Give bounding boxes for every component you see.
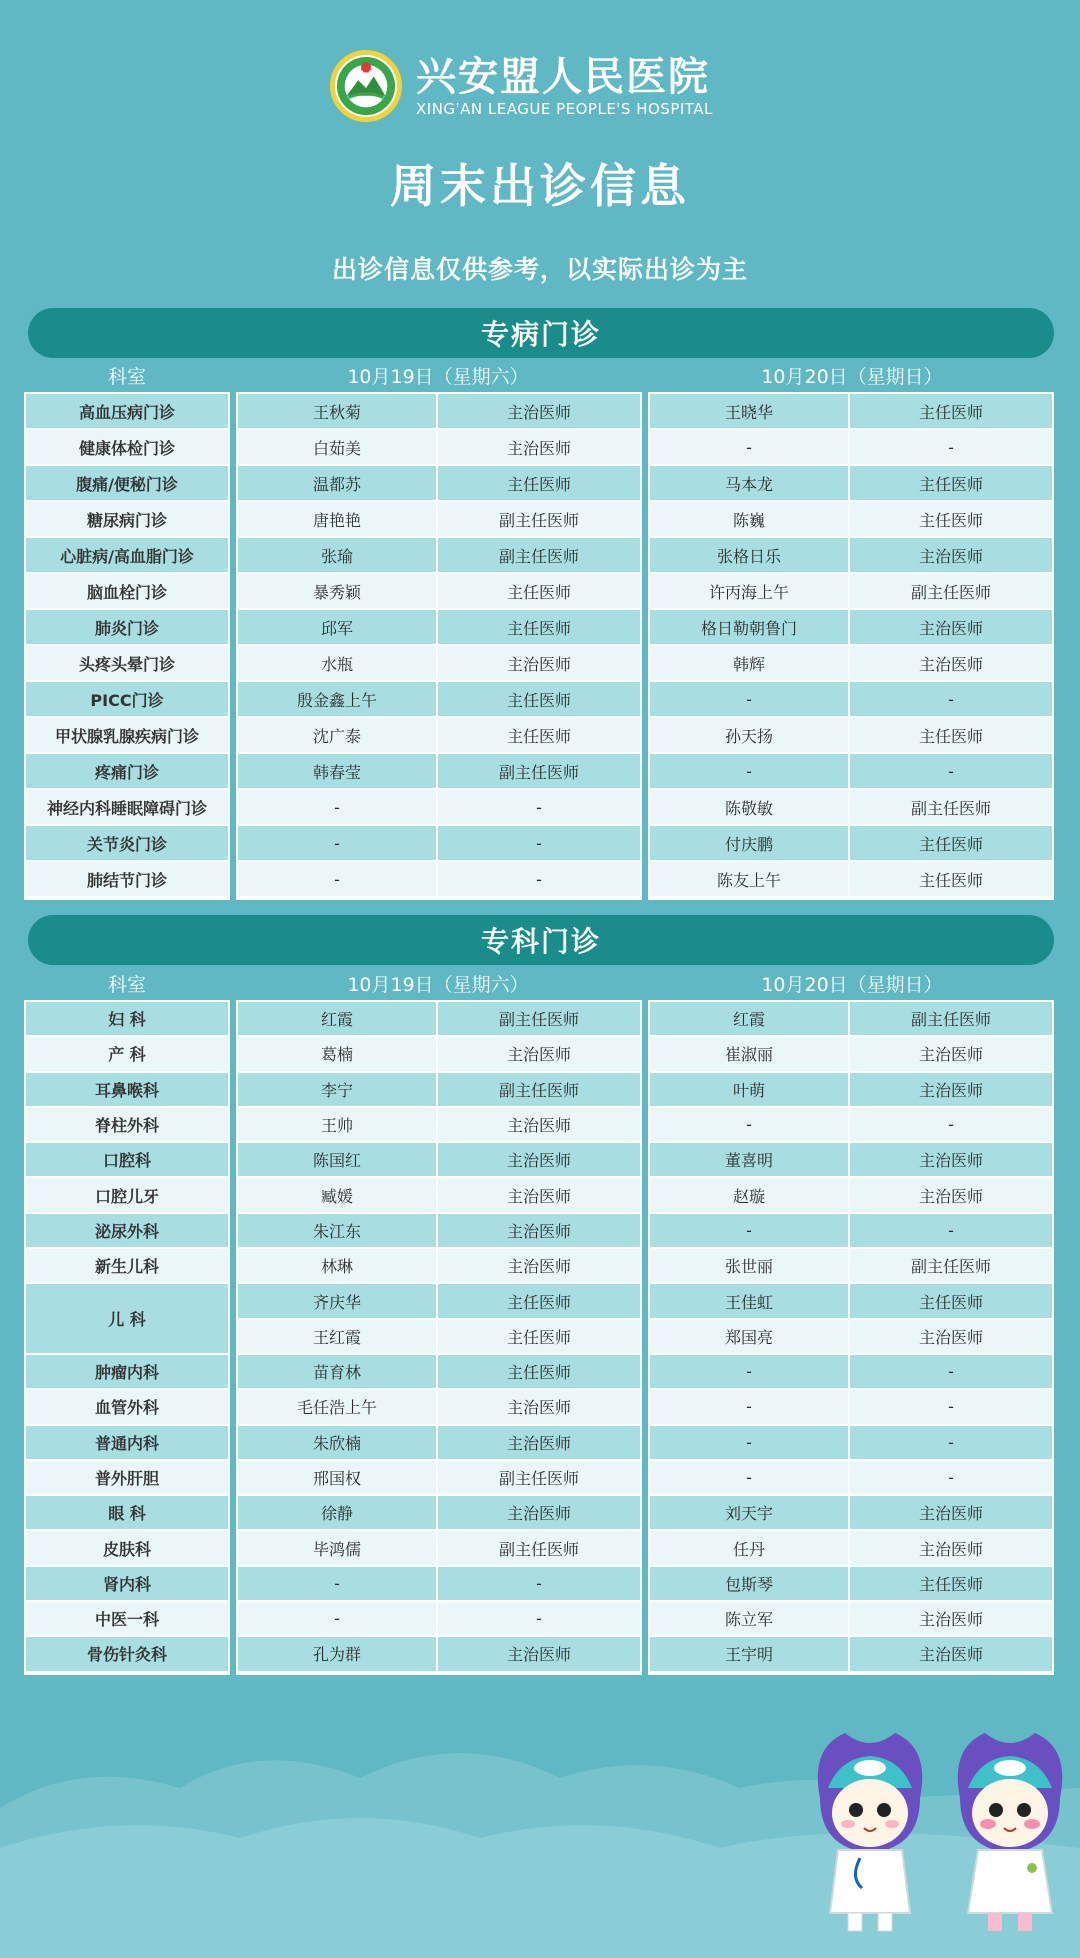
doctor-name-cell: 苗育林 bbox=[238, 1355, 438, 1390]
table-row bbox=[650, 1249, 1052, 1284]
doctor-title-cell: 主治医师 bbox=[850, 1531, 1052, 1566]
table-row bbox=[26, 646, 228, 682]
table-row bbox=[650, 1426, 1052, 1461]
doctor-name-cell: 沈广泰 bbox=[238, 718, 438, 754]
doctor-title-cell: 主任医师 bbox=[850, 862, 1052, 898]
table-row bbox=[26, 430, 228, 466]
table-row bbox=[238, 1320, 640, 1355]
doctor-name-cell: - bbox=[238, 862, 438, 898]
column-headers bbox=[0, 970, 1080, 1000]
doctor-name-cell: 暴秀颖 bbox=[238, 574, 438, 610]
table-row bbox=[238, 1214, 640, 1249]
doctor-title-cell: 主任医师 bbox=[438, 574, 640, 610]
column-header-dept: 科室 bbox=[107, 974, 146, 996]
table-row bbox=[238, 1037, 640, 1072]
table-row bbox=[650, 1143, 1052, 1178]
table-row bbox=[650, 610, 1052, 646]
section-banner-specialty: 专科门诊 bbox=[28, 915, 1054, 965]
doctor-name-cell: 叶萌 bbox=[650, 1073, 850, 1108]
doctor-name-cell: 王秋菊 bbox=[238, 394, 438, 430]
doctor-title-cell: 副主任医师 bbox=[850, 790, 1052, 826]
table-row bbox=[650, 1531, 1052, 1566]
doctor-name-cell: 邢国权 bbox=[238, 1461, 438, 1496]
dept-cell: 健康体检门诊 bbox=[26, 430, 228, 466]
dept-cell: 头疼头晕门诊 bbox=[26, 646, 228, 682]
dept-cell: 疼痛门诊 bbox=[26, 754, 228, 790]
doctor-name-cell: 殷金鑫上午 bbox=[238, 682, 438, 718]
table-row bbox=[238, 1108, 640, 1143]
doctor-name-cell: 王佳虹 bbox=[650, 1284, 850, 1319]
doctor-name-cell: - bbox=[238, 1567, 438, 1602]
table-row bbox=[650, 1214, 1052, 1249]
dept-cell: 神经内科睡眠障碍门诊 bbox=[26, 790, 228, 826]
table-row bbox=[26, 826, 228, 862]
doctor-title-cell: 主治医师 bbox=[438, 646, 640, 682]
doctor-title-cell: 主治医师 bbox=[850, 1073, 1052, 1108]
dept-cell: 新生儿科 bbox=[26, 1249, 228, 1284]
dept-cell: 骨伤针灸科 bbox=[26, 1637, 228, 1672]
doctor-title-cell: - bbox=[850, 430, 1052, 466]
doctor-title-cell: - bbox=[438, 1567, 640, 1602]
table-row bbox=[26, 1461, 228, 1496]
table-row bbox=[238, 646, 640, 682]
dept-cell: 普外肝胆 bbox=[26, 1461, 228, 1496]
table-row bbox=[26, 1178, 228, 1213]
doctor-title-cell: 主治医师 bbox=[850, 538, 1052, 574]
doctor-name-cell: - bbox=[238, 790, 438, 826]
doctor-name-cell: 任丹 bbox=[650, 1531, 850, 1566]
table-row bbox=[238, 754, 640, 790]
hospital-name-en: XING'AN LEAGUE PEOPLE'S HOSPITAL bbox=[416, 100, 713, 118]
dept-cell: 甲状腺乳腺疾病门诊 bbox=[26, 718, 228, 754]
dept-cell: 肾内科 bbox=[26, 1567, 228, 1602]
doctor-title-cell: 主治医师 bbox=[438, 1108, 640, 1143]
doctor-name-cell: 韩辉 bbox=[650, 646, 850, 682]
table-row bbox=[26, 1602, 228, 1637]
doctor-title-cell: - bbox=[850, 682, 1052, 718]
doctor-title-cell: 主治医师 bbox=[438, 1426, 640, 1461]
doctor-title-cell: 主任医师 bbox=[850, 1284, 1052, 1319]
doctor-name-cell: 红霞 bbox=[650, 1002, 850, 1037]
doctor-name-cell: 包斯琴 bbox=[650, 1567, 850, 1602]
doctor-title-cell: 主任医师 bbox=[850, 1567, 1052, 1602]
table-row bbox=[238, 394, 640, 430]
doctor-name-cell: 孔为群 bbox=[238, 1637, 438, 1672]
day2-table-specialty bbox=[648, 1000, 1054, 1675]
table-row bbox=[650, 862, 1052, 898]
table-row bbox=[26, 1637, 228, 1672]
doctor-name-cell: 郑国亮 bbox=[650, 1320, 850, 1355]
table-row bbox=[238, 1426, 640, 1461]
table-row bbox=[238, 1602, 640, 1637]
doctor-title-cell: 主任医师 bbox=[438, 1284, 640, 1319]
doctor-title-cell: 副主任医师 bbox=[438, 1002, 640, 1037]
doctor-title-cell: 主治医师 bbox=[850, 1037, 1052, 1072]
doctor-name-cell: 崔淑丽 bbox=[650, 1037, 850, 1072]
doctor-title-cell: 主治医师 bbox=[438, 1496, 640, 1531]
page-title: 周末出诊信息 bbox=[390, 159, 690, 213]
table-row bbox=[238, 862, 640, 898]
doctor-title-cell: 主治医师 bbox=[438, 1390, 640, 1425]
hospital-name-cn: 兴安盟人民医院 bbox=[416, 54, 710, 100]
doctor-name-cell: 葛楠 bbox=[238, 1037, 438, 1072]
table-row bbox=[26, 1390, 228, 1425]
doctor-title-cell: 主治医师 bbox=[438, 1178, 640, 1213]
table-row bbox=[238, 1002, 640, 1037]
table-row bbox=[238, 1390, 640, 1425]
doctor-title-cell: 主治医师 bbox=[850, 646, 1052, 682]
doctor-name-cell: 孙天扬 bbox=[650, 718, 850, 754]
table-row bbox=[238, 1461, 640, 1496]
doctor-title-cell: - bbox=[850, 1214, 1052, 1249]
doctor-name-cell: 红霞 bbox=[238, 1002, 438, 1037]
table-row bbox=[238, 1637, 640, 1672]
table-row bbox=[26, 790, 228, 826]
table-row bbox=[26, 754, 228, 790]
dept-cell: 妇 科 bbox=[26, 1002, 228, 1037]
table-row bbox=[26, 574, 228, 610]
doctor-name-cell: - bbox=[238, 826, 438, 862]
hospital-brand bbox=[330, 50, 713, 122]
doctor-name-cell: 李宁 bbox=[238, 1073, 438, 1108]
dept-cell: 泌尿外科 bbox=[26, 1214, 228, 1249]
dept-cell: 肿瘤内科 bbox=[26, 1355, 228, 1390]
table-row bbox=[238, 430, 640, 466]
table-row bbox=[26, 1531, 228, 1566]
dept-cell: 心脏病/高血脂门诊 bbox=[26, 538, 228, 574]
doctor-name-cell: 赵璇 bbox=[650, 1178, 850, 1213]
dept-table-special bbox=[24, 392, 230, 900]
doctor-title-cell: 主治医师 bbox=[850, 1496, 1052, 1531]
doctor-name-cell: 许丙海上午 bbox=[650, 574, 850, 610]
doctor-name-cell: 朱欣楠 bbox=[238, 1426, 438, 1461]
table-row bbox=[26, 1426, 228, 1461]
table-row bbox=[650, 718, 1052, 754]
doctor-title-cell: 副主任医师 bbox=[850, 1249, 1052, 1284]
table-row bbox=[26, 1284, 228, 1355]
doctor-title-cell: - bbox=[850, 1355, 1052, 1390]
table-row bbox=[26, 1073, 228, 1108]
hospital-logo-icon bbox=[330, 50, 402, 122]
table-row bbox=[26, 1037, 228, 1072]
table-row bbox=[650, 1178, 1052, 1213]
table-row bbox=[238, 1284, 640, 1319]
doctor-name-cell: 马本龙 bbox=[650, 466, 850, 502]
doctor-name-cell: 朱江东 bbox=[238, 1214, 438, 1249]
doctor-title-cell: - bbox=[850, 1390, 1052, 1425]
doctor-name-cell: - bbox=[650, 1461, 850, 1496]
doctor-title-cell: 副主任医师 bbox=[438, 754, 640, 790]
doctor-title-cell: - bbox=[850, 754, 1052, 790]
mascot-boy-icon bbox=[800, 1728, 940, 1938]
dept-cell: 腹痛/便秘门诊 bbox=[26, 466, 228, 502]
table-row bbox=[650, 394, 1052, 430]
doctor-name-cell: - bbox=[650, 754, 850, 790]
table-row bbox=[650, 754, 1052, 790]
doctor-name-cell: 林琳 bbox=[238, 1249, 438, 1284]
table-row bbox=[650, 1320, 1052, 1355]
doctor-title-cell: 副主任医师 bbox=[850, 574, 1052, 610]
doctor-title-cell: 主治医师 bbox=[438, 394, 640, 430]
day2-table-special bbox=[648, 392, 1054, 900]
table-row bbox=[26, 610, 228, 646]
table-row bbox=[650, 1284, 1052, 1319]
doctor-name-cell: 陈立军 bbox=[650, 1602, 850, 1637]
table-row bbox=[26, 1108, 228, 1143]
table-row bbox=[238, 502, 640, 538]
doctor-name-cell: 齐庆华 bbox=[238, 1284, 438, 1319]
dept-cell: 普通内科 bbox=[26, 1426, 228, 1461]
doctor-title-cell: 主任医师 bbox=[850, 466, 1052, 502]
table-row bbox=[650, 1461, 1052, 1496]
table-row bbox=[26, 538, 228, 574]
doctor-name-cell: 付庆鹏 bbox=[650, 826, 850, 862]
doctor-title-cell: 主治医师 bbox=[438, 1143, 640, 1178]
dept-cell: 脊柱外科 bbox=[26, 1108, 228, 1143]
table-row bbox=[238, 1531, 640, 1566]
doctor-name-cell: 陈敬敏 bbox=[650, 790, 850, 826]
table-row bbox=[26, 718, 228, 754]
doctor-name-cell: 毕鸿儒 bbox=[238, 1531, 438, 1566]
table-row bbox=[26, 394, 228, 430]
dept-table-specialty bbox=[24, 1000, 230, 1675]
table-row bbox=[238, 682, 640, 718]
doctor-title-cell: 主任医师 bbox=[850, 826, 1052, 862]
doctor-name-cell: 唐艳艳 bbox=[238, 502, 438, 538]
doctor-name-cell: 邱军 bbox=[238, 610, 438, 646]
doctor-name-cell: - bbox=[650, 682, 850, 718]
doctor-name-cell: 水瓶 bbox=[238, 646, 438, 682]
table-row bbox=[650, 466, 1052, 502]
table-row bbox=[650, 1355, 1052, 1390]
doctor-title-cell: 副主任医师 bbox=[438, 1531, 640, 1566]
doctor-name-cell: 陈友上午 bbox=[650, 862, 850, 898]
table-row bbox=[26, 682, 228, 718]
dept-cell: 肺结节门诊 bbox=[26, 862, 228, 898]
doctor-name-cell: 刘天宇 bbox=[650, 1496, 850, 1531]
dept-cell: 耳鼻喉科 bbox=[26, 1073, 228, 1108]
table-row bbox=[26, 1214, 228, 1249]
doctor-title-cell: 副主任医师 bbox=[850, 1002, 1052, 1037]
doctor-title-cell: 主治医师 bbox=[850, 1320, 1052, 1355]
doctor-name-cell: 陈国红 bbox=[238, 1143, 438, 1178]
column-header-day2: 10月20日（星期日） bbox=[761, 974, 943, 996]
doctor-name-cell: 徐静 bbox=[238, 1496, 438, 1531]
table-row bbox=[650, 1037, 1052, 1072]
table-row bbox=[238, 1355, 640, 1390]
table-row bbox=[650, 1002, 1052, 1037]
page-header bbox=[0, 0, 1080, 300]
doctor-title-cell: 主治医师 bbox=[850, 610, 1052, 646]
doctor-title-cell: 主任医师 bbox=[438, 466, 640, 502]
day1-table-specialty bbox=[236, 1000, 642, 1675]
doctor-title-cell: 副主任医师 bbox=[438, 1461, 640, 1496]
doctor-title-cell: 主任医师 bbox=[850, 502, 1052, 538]
doctor-name-cell: 毛任浩上午 bbox=[238, 1390, 438, 1425]
doctor-name-cell: 张格日乐 bbox=[650, 538, 850, 574]
doctor-title-cell: 主任医师 bbox=[438, 1320, 640, 1355]
table-row bbox=[238, 718, 640, 754]
table-row bbox=[650, 538, 1052, 574]
table-row bbox=[650, 682, 1052, 718]
table-row bbox=[238, 1496, 640, 1531]
doctor-title-cell: 主治医师 bbox=[850, 1143, 1052, 1178]
doctor-title-cell: 主任医师 bbox=[438, 718, 640, 754]
dept-cell: 关节炎门诊 bbox=[26, 826, 228, 862]
doctor-title-cell: 主治医师 bbox=[850, 1178, 1052, 1213]
doctor-title-cell: - bbox=[438, 1602, 640, 1637]
doctor-name-cell: - bbox=[238, 1602, 438, 1637]
table-row bbox=[26, 1496, 228, 1531]
doctor-title-cell: 副主任医师 bbox=[438, 502, 640, 538]
table-row bbox=[26, 1002, 228, 1037]
doctor-name-cell: 白茹美 bbox=[238, 430, 438, 466]
dept-cell: 儿 科 bbox=[26, 1284, 228, 1355]
column-header-day2: 10月20日（星期日） bbox=[761, 366, 943, 388]
doctor-title-cell: 副主任医师 bbox=[438, 1073, 640, 1108]
table-row bbox=[650, 826, 1052, 862]
dept-cell: 糖尿病门诊 bbox=[26, 502, 228, 538]
table-row bbox=[650, 430, 1052, 466]
table-row bbox=[650, 646, 1052, 682]
table-row bbox=[650, 790, 1052, 826]
table-row bbox=[650, 574, 1052, 610]
doctor-name-cell: 张瑜 bbox=[238, 538, 438, 574]
dept-cell: 产 科 bbox=[26, 1037, 228, 1072]
doctor-name-cell: 格日勒朝鲁门 bbox=[650, 610, 850, 646]
doctor-title-cell: - bbox=[850, 1461, 1052, 1496]
dept-cell: 皮肤科 bbox=[26, 1531, 228, 1566]
doctor-name-cell: - bbox=[650, 1426, 850, 1461]
table-row bbox=[238, 538, 640, 574]
dept-cell: 血管外科 bbox=[26, 1390, 228, 1425]
doctor-title-cell: 主治医师 bbox=[438, 1249, 640, 1284]
doctor-title-cell: - bbox=[850, 1108, 1052, 1143]
doctor-name-cell: - bbox=[650, 1355, 850, 1390]
dept-cell: 口腔科 bbox=[26, 1143, 228, 1178]
doctor-name-cell: - bbox=[650, 1390, 850, 1425]
table-row bbox=[650, 1496, 1052, 1531]
doctor-name-cell: 陈巍 bbox=[650, 502, 850, 538]
doctor-title-cell: - bbox=[438, 826, 640, 862]
table-row bbox=[26, 1249, 228, 1284]
table-row bbox=[650, 1073, 1052, 1108]
table-row bbox=[238, 826, 640, 862]
doctor-title-cell: 主治医师 bbox=[850, 1602, 1052, 1637]
doctor-title-cell: - bbox=[850, 1426, 1052, 1461]
doctor-title-cell: 主任医师 bbox=[850, 718, 1052, 754]
table-row bbox=[650, 1567, 1052, 1602]
doctor-name-cell: 温都苏 bbox=[238, 466, 438, 502]
doctor-name-cell: 董喜明 bbox=[650, 1143, 850, 1178]
doctor-title-cell: 主任医师 bbox=[438, 610, 640, 646]
table-row bbox=[26, 1355, 228, 1390]
doctor-title-cell: - bbox=[438, 862, 640, 898]
column-header-day1: 10月19日（星期六） bbox=[347, 974, 529, 996]
doctor-name-cell: 王红霞 bbox=[238, 1320, 438, 1355]
table-row bbox=[238, 466, 640, 502]
doctor-name-cell: 王晓华 bbox=[650, 394, 850, 430]
doctor-title-cell: 主治医师 bbox=[438, 1214, 640, 1249]
doctor-name-cell: 张世丽 bbox=[650, 1249, 850, 1284]
column-headers bbox=[0, 362, 1080, 392]
section-banner-special-disease: 专病门诊 bbox=[28, 308, 1054, 358]
table-row bbox=[238, 574, 640, 610]
table-row bbox=[26, 1567, 228, 1602]
table-row bbox=[238, 1249, 640, 1284]
table-row bbox=[238, 1178, 640, 1213]
column-header-day1: 10月19日（星期六） bbox=[347, 366, 529, 388]
dept-cell: 中医一科 bbox=[26, 1602, 228, 1637]
table-row bbox=[650, 502, 1052, 538]
doctor-name-cell: 臧媛 bbox=[238, 1178, 438, 1213]
doctor-title-cell: 主任医师 bbox=[850, 394, 1052, 430]
dept-cell: 肺炎门诊 bbox=[26, 610, 228, 646]
table-row bbox=[650, 1108, 1052, 1143]
doctor-title-cell: - bbox=[438, 790, 640, 826]
table-row bbox=[26, 862, 228, 898]
table-row bbox=[238, 1073, 640, 1108]
mascot-girl-icon bbox=[940, 1728, 1080, 1938]
doctor-title-cell: 主治医师 bbox=[438, 1037, 640, 1072]
day1-table-special bbox=[236, 392, 642, 900]
dept-cell: 脑血栓门诊 bbox=[26, 574, 228, 610]
table-row bbox=[650, 1602, 1052, 1637]
table-row bbox=[26, 1143, 228, 1178]
doctor-name-cell: - bbox=[650, 1108, 850, 1143]
table-row bbox=[650, 1637, 1052, 1672]
dept-cell: 口腔儿牙 bbox=[26, 1178, 228, 1213]
dept-cell: 高血压病门诊 bbox=[26, 394, 228, 430]
table-row bbox=[26, 502, 228, 538]
doctor-name-cell: - bbox=[650, 430, 850, 466]
column-header-dept: 科室 bbox=[107, 366, 146, 388]
table-row bbox=[238, 610, 640, 646]
table-row bbox=[26, 466, 228, 502]
doctor-title-cell: 主治医师 bbox=[438, 1637, 640, 1672]
table-row bbox=[238, 790, 640, 826]
dept-cell: 眼 科 bbox=[26, 1496, 228, 1531]
table-row bbox=[238, 1567, 640, 1602]
doctor-name-cell: - bbox=[650, 1214, 850, 1249]
doctor-title-cell: 主治医师 bbox=[438, 430, 640, 466]
table-row bbox=[650, 1390, 1052, 1425]
doctor-title-cell: 主任医师 bbox=[438, 682, 640, 718]
doctor-name-cell: 王宇明 bbox=[650, 1637, 850, 1672]
doctor-name-cell: 王帅 bbox=[238, 1108, 438, 1143]
table-row bbox=[238, 1143, 640, 1178]
doctor-title-cell: 主任医师 bbox=[438, 1355, 640, 1390]
doctor-name-cell: 韩春莹 bbox=[238, 754, 438, 790]
doctor-title-cell: 副主任医师 bbox=[438, 538, 640, 574]
doctor-title-cell: 主治医师 bbox=[850, 1637, 1052, 1672]
notice-text: 出诊信息仅供参考，以实际出诊为主 bbox=[331, 255, 748, 284]
dept-cell: PICC门诊 bbox=[26, 682, 228, 718]
